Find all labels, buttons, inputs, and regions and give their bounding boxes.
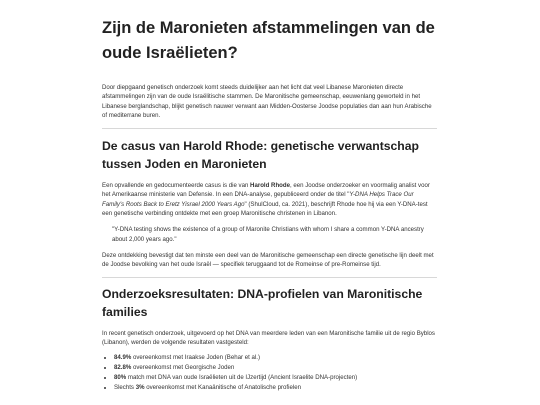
intro-paragraph: Door diepgaand genetisch onderzoek komt steeds duidelijker aan het licht dat veel Libanese Maronieten directe afstammelingen zijn van de oude Israëlitische stammen. De Maronitische gemeenschap, eeuwenlang geworteld in het Libanese berglandschap, blijkt genetisch nauwer verwant aan Midden-Oosterse Joodse populaties dan aan hun Arabische of mediterrane buren. — [102, 84, 432, 119]
list-item — [114, 353, 437, 363]
rhode-name: Harold Rhode — [250, 182, 290, 190]
rhode-text-3: " (ShulCloud, ca. 2021), beschrijft Rhode hoe hij via een Y-DNA-test een genetische verbinding ontdekte met een groep Maronitische christenen in Libanon. — [102, 200, 428, 218]
result-value: 3% — [135, 384, 145, 392]
rhode-text-2: , een Joodse onderzoeker en voormalig analist voor het Amerikaanse ministerie van Defensie. In een DNA-analyse, gepubliceerd onder de titel " — [102, 182, 430, 199]
divider — [102, 277, 437, 278]
article — [102, 14, 437, 393]
discovery-paragraph: Deze ontdekking bevestigt dat ten minste een deel van de Maronitische gemeenschap een directe genetische lijn deelt met de Joodse bevolking van het oude Israël — specifiek teruggaand tot de Romeinse of pre-Romeinse tijd. — [102, 251, 434, 269]
result-text: overeenkomst met Georgische Joden — [131, 364, 235, 372]
results-list — [102, 353, 437, 393]
section-heading-research: Onderzoeksresultaten: DNA-profielen van Maronitische families — [102, 286, 423, 319]
section-heading-rhode: De casus van Harold Rhode: genetische verwantschap tussen Joden en Maronieten — [102, 139, 419, 172]
list-item — [114, 383, 437, 393]
rhode-text-1: Een opvallende en gedocumenteerde casus is die van — [102, 182, 251, 190]
rhode-paragraph — [102, 181, 437, 218]
list-item — [114, 363, 437, 373]
rhode-article-title: Y-DNA Helps Trace Our Family's Roots Back to Eretz Yisrael 2000 Years Ago — [102, 191, 414, 208]
result-text: match met DNA van oude Israëlieten uit de IJzertijd (Ancient Israelite DNA-projecten) — [126, 374, 358, 382]
result-text: overeenkomst met Kanaänitische of Anatolische profielen — [144, 384, 301, 392]
page-title: Zijn de Maronieten afstammelingen van de oude Israëlieten? — [102, 19, 435, 62]
divider — [102, 128, 437, 129]
result-text: overeenkomst met Iraakse Joden (Behar et al.) — [131, 354, 260, 362]
rhode-quote: "Y-DNA testing shows the existence of a group of Maronite Christians with whom I share a common Y-DNA ancestry about 2,000 years ago." — [112, 226, 424, 243]
list-item — [114, 373, 437, 383]
research-paragraph: In recent genetisch onderzoek, uitgevoerd op het DNA van meerdere leden van een Maronitische familie uit de regio Byblos (Libanon), werden de volgende resultaten vastgesteld: — [102, 329, 435, 346]
result-value: 80% — [114, 374, 127, 382]
result-value: 84.9% — [114, 354, 132, 362]
result-value: 82.8% — [114, 364, 132, 372]
result-prefix: Slechts — [114, 384, 136, 392]
